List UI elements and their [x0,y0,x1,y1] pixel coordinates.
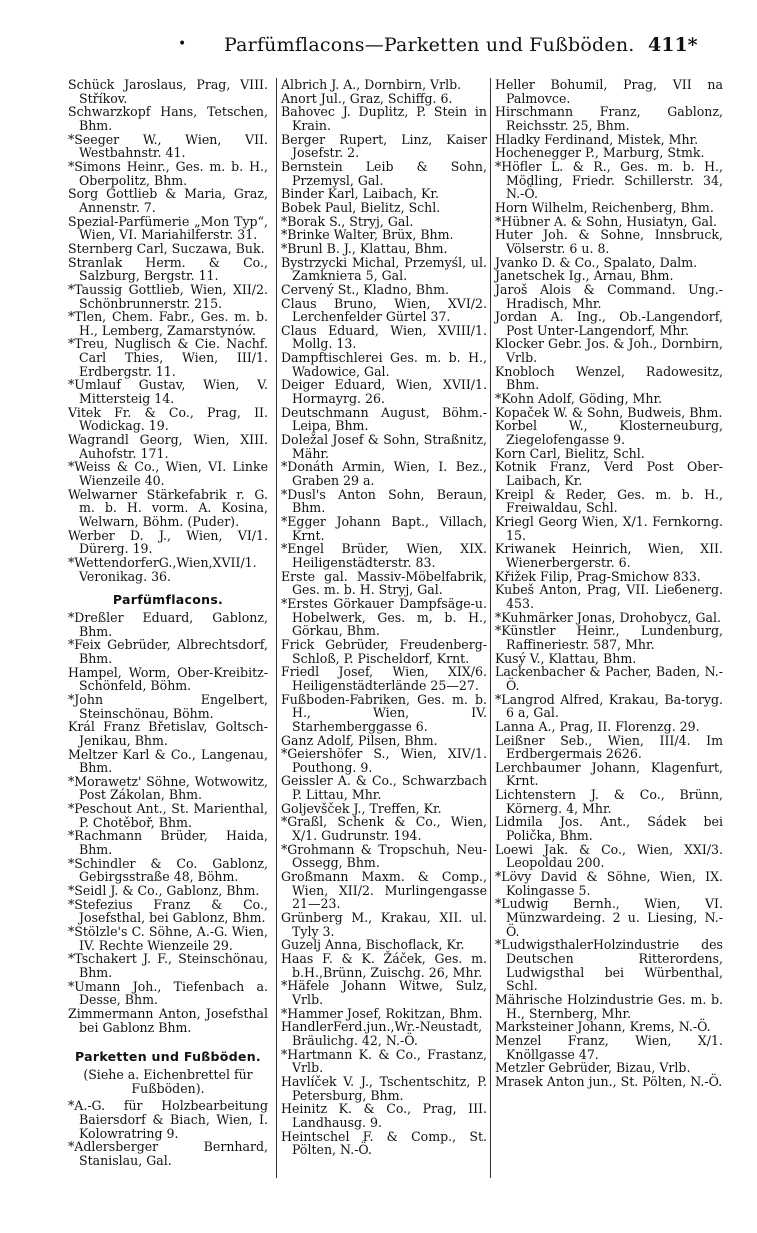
directory-entry: Huter Joh. & Sohne, Innsbruck, Völserstr. 6 u. 8. [495,227,723,256]
directory-entry: Fußboden-Fabriken, Ges. m. b. H., Wien, IV. Starhemberggasse 6. [281,691,487,734]
column-2 [281,78,487,1157]
directory-entry: Binder Karl, Laibach, Kr. [281,186,439,202]
directory-entry: Klocker Gebr. Jos. & Joh., Dornbirn, Vrlb. [495,336,723,366]
directory-entry: Bernstein Leib & Sohn, Przemysl, Gal. [281,158,487,188]
directory-entry: Horn Wilhelm, Reichenberg, Bhm. [495,199,714,215]
directory-entry: Spezial-Parfümerie „Mon Typ“, Wien, VI. Mariahilferstr. 31. [68,213,268,243]
directory-entry: Deutschmann August, Böhm.-Leipa, Bhm. [281,404,487,434]
directory-entry: Heintschel F. & Comp., St. Pölten, N.-Ö. [281,1128,487,1158]
directory-entry: Albrich J. A., Dornbirn, Vrlb. [281,77,462,92]
directory-entry: *John Engelbert, Steinschönau, Böhm. [68,691,268,721]
directory-entry: Kubeš Anton, Prag, VII. Lieбenerg. 453. [495,582,723,611]
entry-list [495,78,723,1089]
directory-entry: *Hübner A. & Sohn, Husiatyn, Gal. [495,213,717,229]
directory-entry: Marksteiner Johann, Krems, N.-Ö. [495,1019,711,1035]
directory-entry: *Seeger W., Wien, VII. Westbahnstr. 41. [68,131,268,161]
directory-entry: Korbel W., Klosterneuburg, Ziegelofengasse 9. [495,418,723,448]
directory-entry: Stranlak Herm. & Co., Salzburg, Bergstr. 11. [68,254,268,284]
directory-entry: Cervený St., Kladno, Bhm. [281,281,449,297]
directory-entry: *Umann Joh., Tiefenbach a. Desse, Bhm. [68,978,268,1008]
directory-entry: Doležal Josef & Sohn, Straßnitz, Mähr. [281,432,487,461]
directory-entry: *A.-G. für Holzbearbeitung Baiersdorf & Biach, Wien, I. Kolowratring 9. [68,1098,268,1141]
page-title: Parfümflacons—Parketten und Fußböden. [224,34,635,56]
directory-entry: Leißner Seb., Wien, III/4. Im Erdbergermais 2626. [495,732,723,762]
directory-entry: Ganz Adolf, Pilsen, Bhm. [281,732,438,748]
directory-entry: *Tschakert J. F., Steinschönau, Bhm. [68,951,268,980]
directory-entry: *Hammer Josef, Rokitzan, Bhm. [281,1005,483,1021]
directory-entry: Menzel Franz, Wien, X/1. Knöllgasse 47. [495,1032,723,1062]
directory-entry: Mrasek Anton jun., St. Pölten, N.-Ö. [495,1073,723,1089]
directory-entry: Jaroš Alois & Command. Ung.-Hradisch, Mhr. [495,281,723,311]
directory-entry: Bahovec J. Duplitz, P. Stein in Krain. [281,104,487,133]
directory-entry: Dampftischlerei Ges. m. b. H., Wadowice, Gal. [281,350,487,379]
directory-entry: *Morawetz' Söhne, Wotwowitz, Post Zákolan, Bhm. [68,773,268,803]
directory-entry: Loewi Jak. & Co., Wien, XXI/3. Leopoldau 200. [495,841,723,871]
directory-entry: Mährische Holzindustrie Ges. m. b. H., Sternberg, Mhr. [495,991,723,1021]
directory-entry: Guzelj Anna, Bischoflack, Kr. [281,937,465,953]
directory-entry: Kusý V., Klattau, Bhm. [495,650,637,666]
directory-entry: Schück Jaroslaus, Prag, VIII. Stříkov. [68,77,268,106]
directory-entry: *Künstler Heinr., Lundenburg, Raffineriestr. 587, Mhr. [495,623,723,652]
directory-entry: *Hartmann K. & Co., Frastanz, Vrlb. [281,1046,487,1076]
directory-entry: *Borak S., Stryj, Gal. [281,213,414,229]
column-3 [495,78,723,1089]
entry-list [68,1099,268,1167]
directory-entry: Hladky Ferdinand, Mistek, Mhr. [495,131,699,147]
directory-entry: Anort Jul., Graz, Schiffg. 6. [281,90,453,106]
directory-entry: Grünberg M., Krakau, XII. ul. Tyly 3. [281,910,487,939]
directory-entry: *Kohn Adolf, Göding, Mhr. [495,391,663,407]
directory-entry: Hampel, Worm, Ober-Kreibitz-Schönfeld, Böhm. [68,664,268,694]
directory-entry: Claus Eduard, Wien, XVIII/1. Mollg. 13. [281,322,487,352]
directory-entry: *Erstes Görkauer Dampfsäge-u. Hobelwerk, Ges. m, b. H., Görkau, Bhm. [281,595,487,639]
directory-entry: Král Franz Břetislav, Goltsch-Jenikau, Bhm. [68,719,268,748]
directory-entry: *Schindler & Co. Gablonz, Gebirgsstraße 48, Böhm. [68,855,268,885]
directory-entry: Vitek Fr. & Co., Prag, II. Wodickag. 19. [68,404,268,434]
directory-entry: Deiger Eduard, Wien, XVII/1. Hormayrg. 26. [281,377,487,407]
directory-entry: *Brinke Walter, Brüx, Bhm. [281,227,454,243]
directory-entry: Janetschek Ig., Arnau, Bhm. [495,268,674,284]
directory-entry: Kriegl Georg Wien, X/1. Fernkorng. 15. [495,514,723,543]
directory-entry: Bystrzycki Michal, Przemyśl, ul. Zamkniета 5, Gal. [281,254,487,284]
header-marker: • [178,36,187,52]
directory-entry: Havlíček V. J., Tschentschitz, P. Petersburg, Bhm. [281,1073,487,1103]
directory-entry: Lackenbacher & Pacher, Baden, N.-Ö. [495,664,723,693]
directory-entry: Frick Gebrüder, Freudenberg-Schloß, P. Pischeldorf, Krnt. [281,636,487,666]
directory-entry: *Tlen, Chem. Fabr., Ges. m. b. H., Lemberg, Zamarstynów. [68,309,268,338]
directory-entry: Berger Rupert, Linz, Kaiser Josefstr. 2. [281,131,487,161]
directory-entry: *Simons Heinr., Ges. m. b. H., Oberpolitz, Bhm. [68,158,268,188]
directory-entry: *Häfele Johann Witwe, Sulz, Vrlb. [281,978,487,1007]
directory-entry: Hirschmann Franz, Gablonz, Reichsstr. 25, Bhm. [495,104,723,133]
directory-entry: Welwarner Stärkefabrik r. G. m. b. H. vorm. A. Kosina, Welwarn, Böhm. (Puder). [68,486,268,529]
entry-list [281,78,487,1157]
directory-entry: Kriwanek Heinrich, Wien, XII. Wienerbergerstr. 6. [495,541,723,570]
directory-entry: Sorg Gottlieb & Maria, Graz, Annenstr. 7. [68,186,268,215]
column-divider [276,78,277,1178]
directory-entry: Heinitz K. & Co., Prag, III. Landhausg. 9. [281,1101,487,1130]
directory-entry: *Langrod Alfred, Krakau, Ba-toryg. 6 a, Gal. [495,691,723,721]
directory-entry: Lichtenstern J. & Co., Brünn, Körnerg. 4, Mhr. [495,787,723,816]
directory-entry: Kotnik Franz, Verd Post Ober-Laibach, Kr. [495,459,723,489]
entry-list [68,78,268,583]
directory-entry: *WettendorferG.,Wien,XVII/1. Veronikag. 36. [68,554,257,584]
directory-entry: Metzler Gebrüder, Bizau, Vrlb. [495,1060,691,1076]
directory-entry: Lidmila Jos. Ant., Sádek bei Polička, Bhm. [495,814,723,844]
directory-entry: HandlerFerd.jun.,Wr.-Neustadt, Bräulichg. 42, N.-Ö. [281,1019,483,1048]
directory-entry: Goljevšček J., Treffen, Kr. [281,800,442,816]
page-number: 411* [648,34,698,56]
directory-entry: *Rachmann Brüder, Haida, Bhm. [68,828,268,858]
directory-entry: Lerchbaumer Johann, Klagenfurt, Krnt. [495,759,723,789]
directory-entry: Jordan A. Ing., Ob.-Langendorf, Post Unter-Langendorf, Mhr. [495,309,723,338]
directory-entry: *Stölzle's C. Söhne, A.-G. Wien, IV. Rechte Wienzeile 29. [68,924,268,953]
column-divider [490,78,491,1178]
directory-entry: Korn Carl, Bielitz, Schl. [495,445,645,461]
cross-reference-note: (Siehe a. Eichenbrettel für Fußböden). [83,1066,253,1096]
directory-entry: Wagrandl Georg, Wien, XIII. Auhofstr. 171. [68,432,268,461]
directory-entry: *Peschout Ant., St. Marienthal, P. Chotěboř, Bhm. [68,801,268,830]
directory-entry: *Dreßler Eduard, Gablonz, Bhm. [68,609,268,639]
directory-entry: *Lövy David & Söhne, Wien, IX. Kolingasse 5. [495,869,723,898]
directory-entry: Geissler A. & Co., Schwarzbach P. Littau, Mhr. [281,773,487,803]
directory-entry: Heller Bohumil, Prag, VII na Palmovce. [495,77,723,106]
directory-entry: *Grohmann & Tropschuh, Neu-Ossegg, Bhm. [281,841,487,871]
directory-entry: Jvanko D. & Co., Spalato, Dalm. [495,254,698,270]
directory-entry: Schwarzkopf Hans, Tetschen, Bhm. [68,104,268,133]
directory-entry: Sternberg Carl, Suczawa, Buk. [68,240,265,256]
entry-list [68,611,268,1034]
directory-entry: Lanna A., Prag, II. Florenzg. 29. [495,718,700,734]
directory-entry: *LudwigsthalerHolzindustrie des Deutschen Ritterordens, Ludwigsthal bei Würbenthal, Schl. [495,937,723,994]
directory-entry: *Adlersberger Bernhard, Stanislau, Gal. [68,1139,268,1168]
directory-entry: Kopaček W. & Sohn, Budweis, Bhm. [495,404,723,420]
directory-entry: Hochenegger P., Marburg, Stmk. [495,145,705,161]
directory-entry: *Höfler L. & R., Ges. m. b. H., Mödling, Friedr. Schillerstr. 34, N.-Ö. [495,158,723,202]
directory-entry: Bobek Paul, Bielitz, Schl. [281,199,441,215]
directory-entry: *Egger Johann Bapt., Villach, Krnt. [281,514,487,543]
directory-entry: Kreipl & Reder, Ges. m. b. H., Freiwaldau, Schl. [495,486,723,516]
column-1 [68,78,268,1168]
directory-entry: Meltzer Karl & Co., Langenau, Bhm. [68,746,268,776]
directory-entry: Claus Bruno, Wien, XVI/2. Lerchenfelder Gürtel 37. [281,295,487,325]
directory-entry: *Weiss & Co., Wien, VI. Linke Wienzeile 40. [68,459,268,489]
directory-entry: *Umlauf Gustav, Wien, V. Mittersteig 14. [68,377,268,407]
section-heading-parketten: Parketten und Fußböden. [75,1049,261,1065]
directory-entry: Křižek Filip, Prag-Smichow 833. [495,568,701,584]
directory-entry: *Stefezius Franz & Co., Josefsthal, bei Gablonz, Bhm. [68,896,268,926]
directory-entry: Erste gal. Massiv-Möbelfabrik, Ges. m. b. H. Stryj, Gal. [281,568,487,598]
directory-entry: *Taussig Gottlieb, Wien, XII/2. Schönbrunnerstr. 215. [68,281,268,311]
directory-entry: *Geiershöfer S., Wien, XIV/1. Pouthong. 9. [281,746,487,775]
directory-entry: *Kuhmärker Jonas, Drohobycz, Gal. [495,609,721,625]
directory-entry: *Dusl's Anton Sohn, Beraun, Bhm. [281,486,487,516]
section-heading-parfuemflacons: Parfümflacons. [112,592,224,608]
directory-entry: *Treu, Nuglisch & Cie. Nachf. Carl Thies, Wien, III/1. Erdbergstr. 11. [68,336,268,379]
directory-entry: Zimmermann Anton, Josefsthal bei Gablonz Bhm. [68,1005,268,1035]
directory-entry: Großmann Maxm. & Comp., Wien, XII/2. Murlingengasse 21—23. [281,869,487,912]
directory-entry: *Ludwig Bernh., Wien, VI. Münzwardeing. 2 u. Liesing, N.-Ö. [495,896,723,939]
directory-entry: *Engel Brüder, Wien, XIX. Heiligenstädterstr. 83. [281,541,487,570]
page-header [0,24,757,64]
directory-entry: *Graßl, Schenk & Co., Wien, X/1. Gudrunstr. 194. [281,814,487,844]
directory-entry: Friedl Josef, Wien, XIX/6. Heiligenstädterlände 25—27. [281,664,487,693]
directory-entry: *Donáth Armin, Wien, I. Bez., Graben 29 a. [281,459,487,489]
directory-entry: Werber D. J., Wien, VI/1. Dürerg. 19. [68,527,268,557]
directory-entry: *Brunl B. J., Klattau, Bhm. [281,240,448,256]
directory-entry: *Seidl J. & Co., Gablonz, Bhm. [68,883,260,899]
directory-entry: Haas F. & K. Žáček, Ges. m. b.H.,Brünn, Zuischg. 26, Mhr. [281,951,487,980]
directory-entry: Knobloch Wenzel, Radowesitz, Bhm. [495,363,723,393]
directory-entry: *Feix Gebrüder, Albrechtsdorf, Bhm. [68,637,268,666]
